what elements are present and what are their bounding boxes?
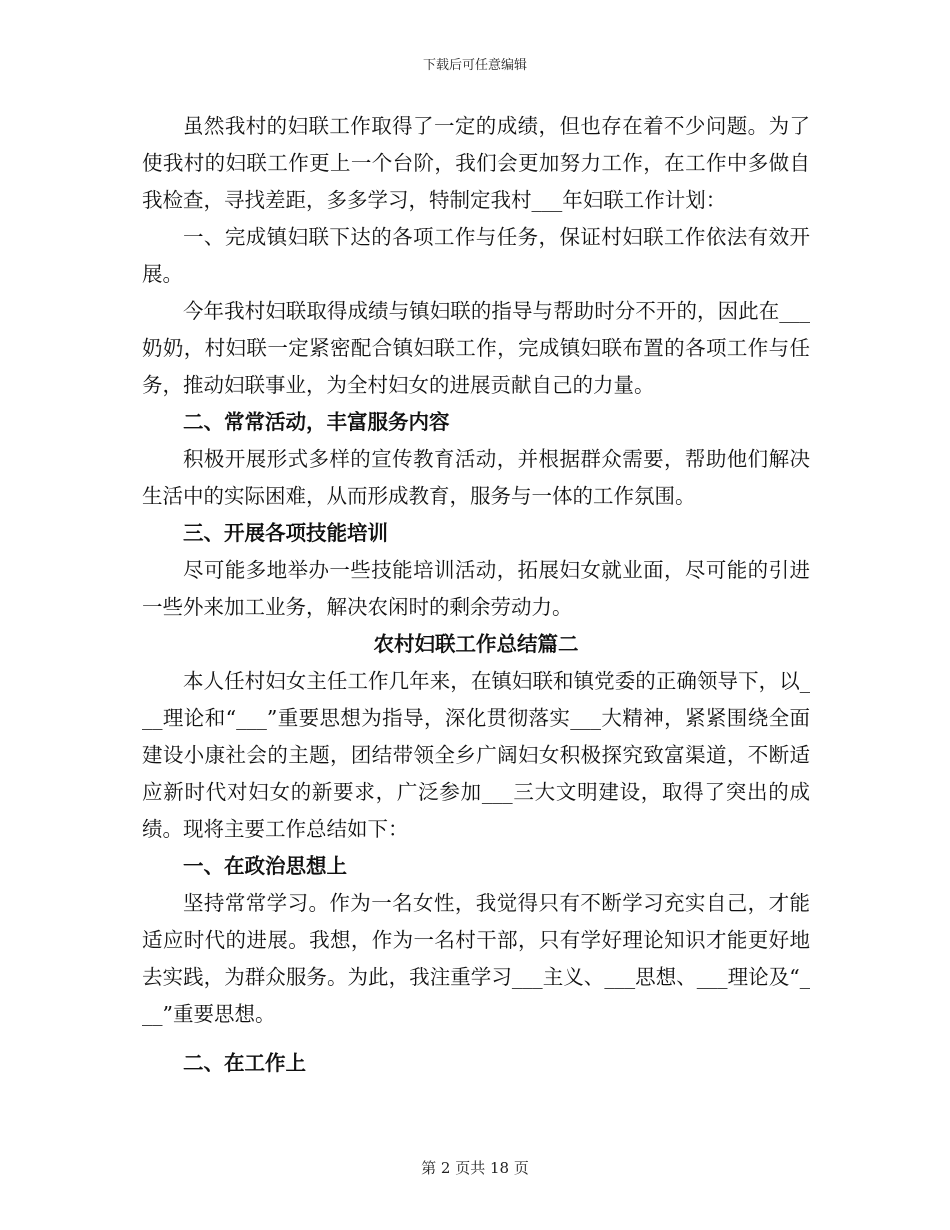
section-heading-work: 二、在工作上 xyxy=(183,1051,306,1075)
paragraph-summary-intro: 本人任村妇女主任工作几年来，在镇妇联和镇党委的正确领导下，以___理论和“___”重要思想为指导，深化贯彻落实___大精神，紧紧围绕全面建设小康社会的主题，团结带领全乡广阔妇女积极探究致富渠道，不断适应新时代对妇女的新要求，广泛参加___三大文明建设，取得了突出的成绩。现将主要工作总结如下： xyxy=(142,669,810,841)
document-body xyxy=(142,108,810,1082)
section-heading-activities: 二、常常活动，丰富服务内容 xyxy=(183,410,450,434)
page-number: 第 2 页共 18 页 xyxy=(421,1159,529,1177)
section-heading-training: 三、开展各项技能培训 xyxy=(183,521,388,545)
paragraph-training: 尽可能多地举办一些技能培训活动，拓展妇女就业面，尽可能的引进一些外来加工业务，解决农闲时的剩余劳动力。 xyxy=(142,558,810,619)
page-header: 下载后可任意编辑 xyxy=(422,58,527,73)
paragraph-activities: 积极开展形式多样的宣传教育活动，并根据群众需要，帮助他们解决生活中的实际困难，从而形成教育，服务与一体的工作氛围。 xyxy=(142,447,810,508)
article-title: 农村妇联工作总结篇二 xyxy=(373,632,579,656)
section-heading-one: 一、完成镇妇联下达的各项工作与任务，保证村妇联工作依法有效开展。 xyxy=(142,225,810,286)
paragraph-cooperation: 今年我村妇联取得成绩与镇妇联的指导与帮助时分不开的，因此在___奶奶，村妇联一定紧密配合镇妇联工作，完成镇妇联布置的各项工作与任务，推动妇联事业，为全村妇女的进展贡献自己的力量。 xyxy=(142,299,810,397)
section-heading-politics: 一、在政治思想上 xyxy=(183,854,347,878)
paragraph-intro: 虽然我村的妇联工作取得了一定的成绩，但也存在着不少问题。为了使我村的妇联工作更上一个台阶，我们会更加努力工作，在工作中多做自我检查，寻找差距，多多学习，特制定我村___年妇联工作计划： xyxy=(142,114,810,212)
paragraph-politics: 坚持常常学习。作为一名女性，我觉得只有不断学习充实自己，才能适应时代的进展。我想，作为一名村干部，只有学好理论知识才能更好地去实践，为群众服务。为此，我注重学习___主义、___思想、___理论及“___”重要思想。 xyxy=(142,891,810,1026)
